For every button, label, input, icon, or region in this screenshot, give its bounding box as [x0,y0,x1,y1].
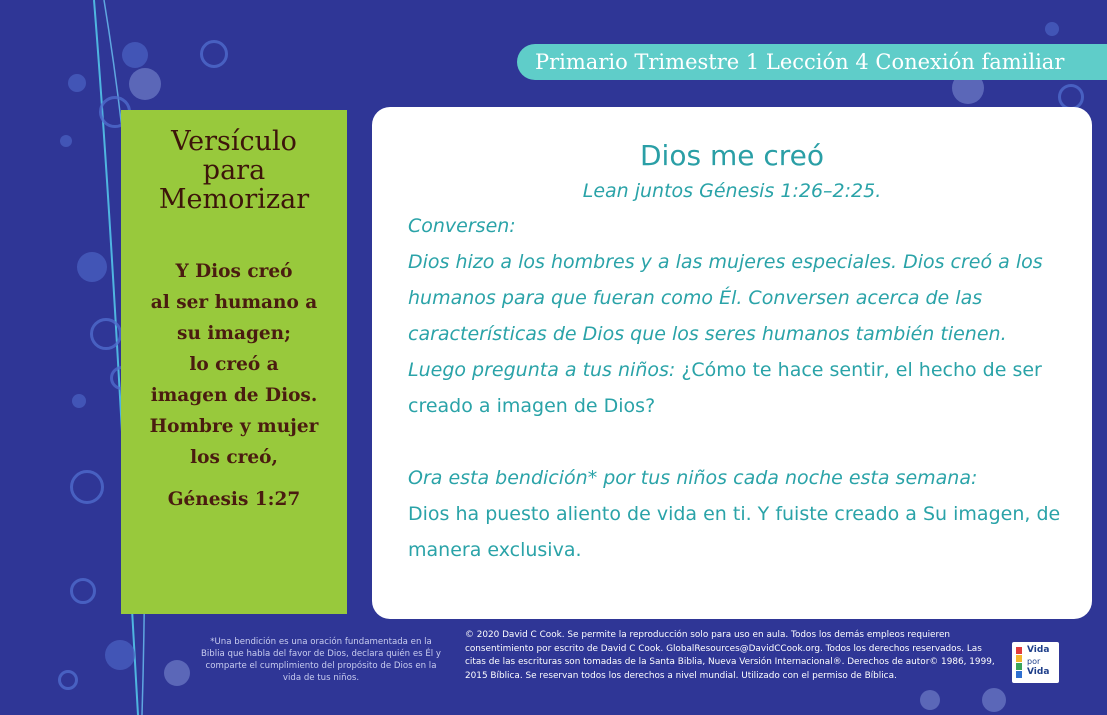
lesson-title: Dios me creó [639,139,824,172]
vida-por-vida-logo [1012,642,1059,683]
copyright-notice: © 2020 David C Cook. Se permite la reproducción solo para uso en aula. Todos los demás empleos requieren consentimiento por escrito de David C Cook. GlobalResources@DavidCCook.org. Todos los derechos reservados. Las citas de las escrituras son tomadas de la Santa Biblia, Nueva Versión Internacional®. Derechos de autor© 1986, 1999, 2015 Bíblica. Se reservan todos los derechos a nivel mundial. Utilizado con el permiso de Bíblica. [465,630,995,681]
logo-text [1027,645,1049,678]
logo-line: por [1027,657,1041,666]
verse-title-line: para [202,155,266,186]
question-label: Luego pregunta a tus niños: [408,359,676,381]
logo-line: Vida [1027,667,1050,677]
reading-reference: Lean juntos Génesis 1:26–2:25. [582,180,882,202]
lesson-body [372,208,1092,568]
blessing-footnote: *Una bendición es una oración fundamentada en la Biblia que habla del favor de Dios, declara quién es Él y comparte el cumplimiento del propósito de Dios en la vida de tus niños. [201,637,441,683]
memory-verse-text: Y Dios creó al ser humano a su imagen; lo creó a imagen de Dios. Hombre y mujer los creó, [149,261,319,468]
blessing-text: Dios ha puesto aliento de vida en ti. Y fuiste creado a Su imagen, de manera exclusiva. [408,503,1061,561]
memory-verse-title [121,127,347,214]
question-paragraph [408,359,1042,417]
blessing-label: Ora esta bendición* por tus niños cada noche esta semana: [408,467,978,489]
discuss-text: Dios hizo a los hombres y a las mujeres especiales. Dios creó a los humanos para que fueran como Él. Conversen acerca de las características de Dios que los seres humanos también tienen. [408,251,1043,345]
logo-line: Vida [1027,645,1050,655]
memory-verse-panel [121,110,347,614]
lesson-card [372,107,1092,619]
verse-title-line: Versículo [171,126,297,157]
question-text: ¿Cómo te hace sentir, el hecho de ser creado a imagen de Dios? [408,359,1042,417]
discuss-label: Conversen: [408,215,516,237]
logo-color-bars-icon [1016,647,1022,678]
verse-title-line: Memorizar [158,184,310,215]
lesson-header: Primario Trimestre 1 Lección 4 Conexión familiar [517,44,1107,80]
memory-verse-reference: Génesis 1:27 [167,489,301,510]
